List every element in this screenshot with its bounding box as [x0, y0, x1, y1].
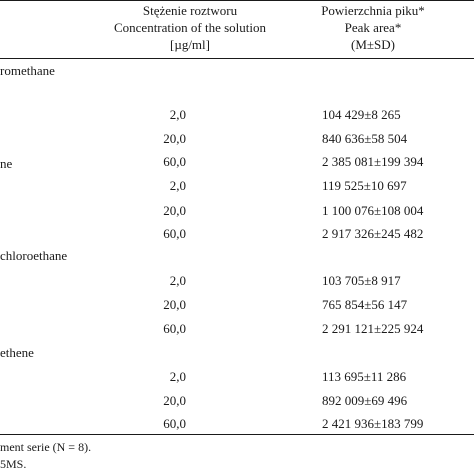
table-cell-concentration: 60,0	[163, 416, 186, 431]
table-cell-peak-area: 1 100 076±108 004	[322, 203, 424, 218]
footnote: 5MS.	[0, 457, 27, 471]
table-cell-peak-area: 2 917 326±245 482	[322, 226, 424, 241]
table-cell-concentration: 20,0	[163, 203, 186, 218]
table-bottom-rule	[0, 434, 474, 435]
table-cell-concentration: 60,0	[163, 226, 186, 241]
table-cell-peak-area: 104 429±8 265	[322, 107, 401, 122]
table-top-rule	[0, 0, 474, 1]
table-cell-concentration: 2,0	[169, 273, 186, 288]
header-peak-area-unit: (M±SD)	[351, 37, 395, 52]
table-cell-peak-area: 2 291 121±225 924	[322, 321, 424, 336]
table-cell-concentration: 2,0	[169, 178, 186, 193]
header-concentration-unit: [µg/ml]	[170, 37, 210, 52]
table-cell-concentration: 20,0	[163, 297, 186, 312]
table-cell-peak-area: 765 854±56 147	[322, 297, 408, 312]
table-cell-peak-area: 103 705±8 917	[322, 273, 401, 288]
section-label: ethene	[0, 345, 34, 360]
section-label: ne	[0, 156, 13, 171]
section-label: chloroethane	[0, 248, 68, 263]
footnote: ment serie (N = 8).	[0, 440, 92, 454]
header-rule	[0, 58, 474, 59]
table-cell-concentration: 2,0	[169, 369, 186, 384]
table-cell-peak-area: 2 421 936±183 799	[322, 416, 424, 431]
column-header-peak-area	[278, 2, 468, 53]
header-peak-area-polish: Powierzchnia piku*	[321, 3, 425, 18]
table-cell-peak-area: 840 636±58 504	[322, 131, 408, 146]
table-cell-concentration: 2,0	[169, 107, 186, 122]
table-cell-peak-area: 119 525±10 697	[322, 178, 407, 193]
header-peak-area-english: Peak area*	[344, 20, 402, 35]
table-cell-concentration: 60,0	[163, 321, 186, 336]
table-cell-peak-area: 2 385 081±199 394	[322, 154, 424, 169]
column-header-concentration	[80, 2, 300, 53]
header-concentration-polish: Stężenie roztworu	[142, 3, 238, 18]
header-concentration-english: Concentration of the solution	[113, 20, 266, 35]
table-cell-concentration: 60,0	[163, 154, 186, 169]
table-cell-concentration: 20,0	[163, 131, 186, 146]
table-cell-concentration: 20,0	[163, 393, 186, 408]
table-cell-peak-area: 892 009±69 496	[322, 393, 408, 408]
table-cell-peak-area: 113 695±11 286	[322, 369, 407, 384]
section-label: romethane	[0, 63, 55, 78]
